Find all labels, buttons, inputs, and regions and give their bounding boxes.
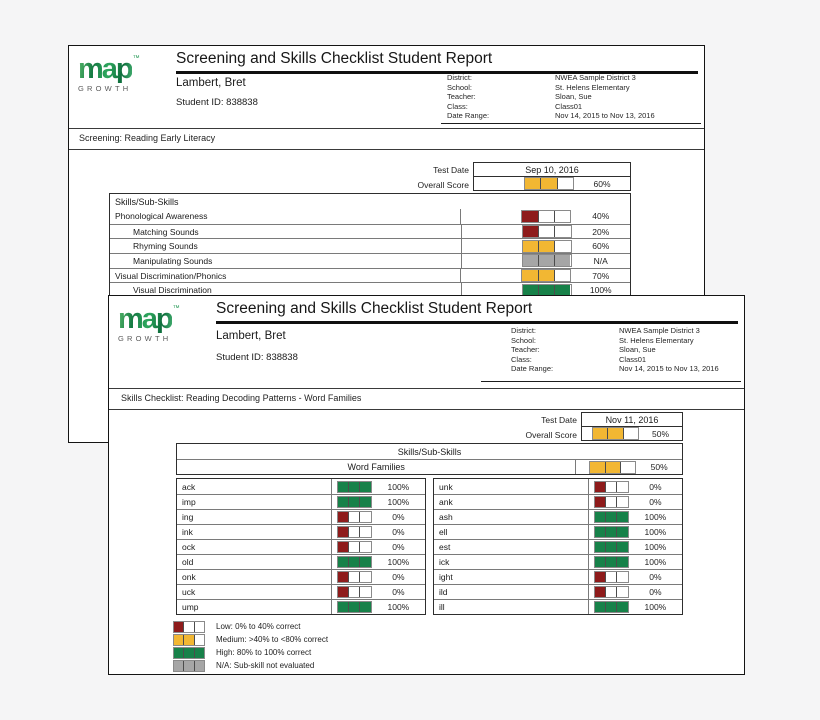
student-name: Lambert, Bret — [176, 77, 246, 89]
info-divider-line — [441, 123, 701, 124]
bar-cell — [183, 648, 193, 658]
bar-cell — [359, 482, 370, 492]
score-bar-low — [594, 571, 629, 583]
bar-cell — [616, 587, 627, 597]
word-family-score — [588, 479, 682, 494]
report-info-block — [447, 73, 655, 121]
info-value: St. Helens Elementary — [555, 82, 630, 92]
word-family-percent: 0% — [392, 587, 405, 597]
score-bar-medium — [592, 427, 639, 440]
score-bar-na — [522, 254, 572, 267]
score-bar-low — [594, 481, 629, 493]
word-family-row — [177, 569, 425, 584]
bar-cell — [338, 572, 348, 582]
score-bar-medium — [521, 269, 571, 282]
word-family-name: ump — [182, 602, 199, 612]
bar-cell — [523, 255, 538, 266]
skill-score-bar-slot — [589, 461, 636, 474]
word-family-name: ick — [439, 557, 450, 567]
skill-percent: 100% — [589, 285, 612, 296]
bar-cell — [616, 512, 627, 522]
word-family-score — [331, 585, 425, 599]
score-bar-medium — [173, 634, 205, 646]
word-family-name: onk — [182, 572, 196, 582]
score-bar-low — [522, 225, 572, 238]
legend-text: Medium: >40% to <80% correct — [216, 635, 329, 644]
word-family-name: ink — [182, 527, 193, 537]
overall-score-bar-slot — [524, 177, 574, 190]
word-family-name: ell — [439, 527, 448, 537]
skill-percent: 40% — [592, 211, 610, 222]
skill-row — [110, 224, 630, 239]
score-bar-low — [594, 496, 629, 508]
skill-row — [110, 238, 630, 253]
word-family-percent: 100% — [644, 512, 667, 522]
info-label: District: — [511, 326, 536, 335]
word-family-row — [434, 584, 682, 599]
word-family-name: ank — [439, 497, 453, 507]
word-family-name: ock — [182, 542, 196, 552]
bar-cell — [616, 527, 627, 537]
word-family-row — [177, 584, 425, 599]
bar-cell — [338, 482, 348, 492]
bar-cell — [616, 557, 627, 567]
bar-cell — [595, 572, 605, 582]
bar-cell — [359, 602, 370, 612]
bar-cell — [605, 527, 616, 537]
skills-table — [109, 193, 631, 298]
bar-cell — [595, 557, 605, 567]
score-bar-high — [173, 647, 205, 659]
score-bar-high — [337, 556, 372, 568]
skill-row — [110, 209, 630, 224]
bar-cell — [605, 462, 620, 473]
skill-percent: 60% — [592, 241, 610, 252]
bar-cell — [616, 497, 627, 507]
bar-cell — [605, 512, 616, 522]
word-family-score — [588, 585, 682, 599]
bar-cell — [554, 226, 570, 237]
bar-cell — [554, 241, 570, 252]
score-bar-high — [337, 481, 372, 493]
logo-tagline: GROWTH — [78, 84, 132, 93]
bar-cell — [605, 572, 616, 582]
bar-cell — [348, 512, 359, 522]
word-family-row — [177, 524, 425, 539]
score-bar-high — [594, 556, 629, 568]
bar-cell — [605, 497, 616, 507]
word-family-percent: 100% — [387, 602, 410, 612]
skill-row — [110, 253, 630, 268]
section-divider-top — [69, 128, 704, 129]
bar-cell — [338, 542, 348, 552]
bar-cell — [359, 572, 370, 582]
bar-cell — [338, 527, 348, 537]
score-bar-high — [594, 511, 629, 523]
bar-cell — [348, 542, 359, 552]
word-family-score — [331, 479, 425, 494]
skill-percent: 20% — [592, 226, 610, 237]
section-divider-bottom — [69, 149, 704, 150]
bar-cell — [359, 527, 370, 537]
word-family-score — [588, 555, 682, 569]
info-value: St. Helens Elementary — [619, 335, 694, 345]
word-family-score — [588, 495, 682, 509]
word-family-row — [177, 494, 425, 509]
bar-cell — [338, 512, 348, 522]
report-page-skills-checklist — [108, 295, 745, 675]
legend-row — [173, 620, 328, 633]
bar-cell — [338, 602, 348, 612]
word-family-row — [434, 554, 682, 569]
word-family-row — [434, 509, 682, 524]
skill-score — [575, 460, 682, 474]
skill-percent: N/A — [593, 255, 608, 266]
report-info-block — [511, 326, 719, 374]
bar-cell — [194, 635, 204, 645]
info-value: Nov 14, 2015 to Nov 13, 2016 — [619, 364, 719, 374]
skills-table-header: Skills/Sub-Skills — [397, 446, 462, 457]
word-family-name: unk — [439, 481, 453, 492]
test-date-label: Test Date — [541, 415, 577, 425]
skill-score — [460, 209, 630, 224]
bar-cell — [338, 557, 348, 567]
word-family-name: ild — [439, 587, 448, 597]
bar-cell — [359, 512, 370, 522]
bar-cell — [595, 587, 605, 597]
map-logo-wordmark: map — [118, 303, 172, 335]
legend-text: N/A: Sub-skill not evaluated — [216, 661, 315, 670]
score-bar-high — [337, 496, 372, 508]
bar-cell — [607, 428, 622, 439]
word-family-percent: 0% — [392, 542, 405, 552]
word-family-row — [177, 479, 425, 494]
bar-cell — [605, 557, 616, 567]
word-family-percent: 100% — [387, 557, 410, 567]
bar-cell — [194, 661, 204, 671]
bar-cell — [538, 255, 554, 266]
bar-cell — [359, 557, 370, 567]
word-family-row — [177, 554, 425, 569]
info-label: Date Range: — [447, 111, 490, 121]
page-title: Screening and Skills Checklist Student Report — [216, 300, 533, 317]
skill-percent: 70% — [592, 270, 610, 281]
bar-cell — [595, 527, 605, 537]
bar-cell — [605, 602, 616, 612]
bar-cell — [616, 602, 627, 612]
score-bar-high — [337, 601, 372, 613]
word-family-score — [331, 495, 425, 509]
bar-cell — [605, 542, 616, 552]
bar-cell — [174, 648, 183, 658]
logo-tagline: GROWTH — [118, 334, 172, 343]
bar-cell — [605, 482, 616, 492]
bar-cell — [616, 572, 627, 582]
section-divider-bottom — [109, 409, 744, 410]
word-family-percent: 100% — [644, 557, 667, 567]
word-family-score — [588, 510, 682, 524]
skills-table-header: Skills/Sub-Skills — [115, 196, 179, 207]
info-label: School: — [511, 335, 537, 345]
bar-cell — [595, 482, 605, 492]
overall-score-bar-slot — [592, 427, 639, 440]
legend-row — [173, 659, 328, 672]
score-bar-medium — [589, 461, 636, 474]
bar-cell — [522, 211, 537, 222]
score-bar-low — [337, 526, 372, 538]
bar-cell — [525, 178, 540, 189]
word-family-name: ash — [439, 512, 453, 522]
bar-cell — [590, 462, 604, 473]
overall-score-label: Overall Score — [417, 180, 469, 190]
word-families-summary-row — [177, 459, 682, 474]
bar-cell — [554, 255, 570, 266]
skill-name: Visual Discrimination/Phonics — [115, 270, 227, 281]
score-bar-low — [337, 586, 372, 598]
bar-cell — [348, 572, 359, 582]
student-name: Lambert, Bret — [216, 330, 286, 342]
bar-cell — [359, 587, 370, 597]
bar-cell — [595, 602, 605, 612]
bar-cell — [540, 178, 556, 189]
overall-score-percent: 60% — [593, 178, 611, 189]
bar-cell — [605, 587, 616, 597]
word-family-row — [177, 599, 425, 614]
bar-cell — [538, 241, 554, 252]
title-rule — [216, 321, 738, 324]
word-family-name: ack — [182, 481, 196, 492]
word-family-percent: 100% — [644, 542, 667, 552]
bar-cell — [595, 542, 605, 552]
word-families-table-right — [433, 478, 683, 615]
word-family-percent: 100% — [387, 481, 410, 492]
student-id: Student ID: 838838 — [216, 352, 298, 363]
score-bar-low — [173, 621, 205, 633]
word-family-score — [331, 600, 425, 614]
score-legend — [173, 620, 328, 672]
info-value: Sloan, Sue — [619, 345, 656, 355]
word-family-score — [588, 525, 682, 539]
trademark-symbol: ™ — [132, 55, 140, 62]
overall-score-box — [581, 426, 683, 441]
bar-cell — [338, 587, 348, 597]
page-title: Screening and Skills Checklist Student Report — [176, 50, 493, 67]
bar-cell — [174, 661, 183, 671]
score-bar-low — [521, 210, 571, 223]
info-label: Teacher: — [447, 92, 476, 102]
bar-cell — [338, 497, 348, 507]
bar-cell — [348, 602, 359, 612]
map-logo-wordmark: map — [78, 53, 132, 85]
skill-name: Manipulating Sounds — [133, 255, 213, 266]
skill-score — [460, 269, 630, 283]
score-bar-high — [594, 526, 629, 538]
bar-cell — [183, 635, 193, 645]
skills-summary-table — [176, 443, 683, 475]
score-bar-low — [337, 571, 372, 583]
word-family-percent: 0% — [649, 572, 662, 582]
word-family-name: est — [439, 542, 451, 552]
info-label: School: — [447, 82, 473, 92]
bar-cell — [538, 270, 554, 281]
word-family-row — [434, 524, 682, 539]
overall-score-label: Overall Score — [525, 430, 577, 440]
bar-cell — [538, 226, 554, 237]
bar-cell — [593, 428, 607, 439]
bar-cell — [595, 512, 605, 522]
bar-cell — [595, 497, 605, 507]
info-value: Sloan, Sue — [555, 92, 592, 102]
map-growth-logo — [118, 305, 208, 343]
bar-cell — [174, 622, 183, 632]
word-family-percent: 0% — [649, 587, 662, 597]
score-bar-low — [594, 586, 629, 598]
info-value: Nov 14, 2015 to Nov 13, 2016 — [555, 111, 655, 121]
info-label: District: — [447, 73, 472, 82]
word-family-percent: 100% — [387, 497, 410, 507]
info-value: Class01 — [619, 354, 647, 364]
bar-cell — [359, 542, 370, 552]
section-divider-top — [109, 388, 744, 389]
word-family-score — [331, 525, 425, 539]
score-bar-na — [173, 660, 205, 672]
word-family-name: ill — [439, 602, 445, 612]
bar-cell — [523, 226, 538, 237]
bar-cell — [183, 622, 193, 632]
word-family-percent: 100% — [644, 602, 667, 612]
bar-cell — [538, 211, 554, 222]
skill-score — [461, 239, 631, 253]
bar-cell — [348, 557, 359, 567]
info-value: NWEA Sample District 3 — [555, 73, 636, 82]
legend-row — [173, 633, 328, 646]
bar-cell — [348, 587, 359, 597]
trademark-symbol: ™ — [172, 305, 180, 312]
section-title: Screening: Reading Early Literacy — [79, 133, 216, 143]
word-family-row — [434, 599, 682, 614]
word-family-row — [434, 539, 682, 554]
bar-cell — [174, 635, 183, 645]
skill-name: Rhyming Sounds — [133, 241, 198, 252]
info-label: Class: — [511, 354, 532, 364]
word-family-row — [177, 539, 425, 554]
score-bar-medium — [522, 240, 572, 253]
word-family-row — [177, 509, 425, 524]
word-family-percent: 0% — [649, 497, 662, 507]
bar-cell — [623, 428, 638, 439]
word-family-name: imp — [182, 497, 196, 507]
info-label: Class: — [447, 101, 468, 111]
info-value: NWEA Sample District 3 — [619, 326, 700, 335]
bar-cell — [554, 211, 570, 222]
info-label: Date Range: — [511, 364, 554, 374]
word-family-score — [331, 570, 425, 584]
bar-cell — [554, 270, 570, 281]
skill-score — [461, 254, 631, 268]
bar-cell — [194, 622, 204, 632]
word-family-score — [331, 510, 425, 524]
word-family-name: uck — [182, 587, 196, 597]
test-date-box: Nov 11, 2016 — [581, 412, 683, 427]
info-value: Class01 — [555, 101, 583, 111]
skill-name: Visual Discrimination — [133, 285, 212, 296]
word-family-score — [588, 600, 682, 614]
info-label: Teacher: — [511, 345, 540, 355]
test-date-label: Test Date — [433, 165, 469, 175]
legend-text: Low: 0% to 40% correct — [216, 622, 301, 631]
bar-cell — [348, 482, 359, 492]
word-family-score — [588, 570, 682, 584]
info-divider-line — [481, 381, 741, 382]
skill-row — [110, 268, 630, 283]
bar-cell — [616, 482, 627, 492]
score-bar-low — [337, 511, 372, 523]
word-family-score — [588, 540, 682, 554]
word-family-name: ing — [182, 512, 194, 522]
word-family-row — [434, 494, 682, 509]
map-growth-logo — [78, 55, 168, 93]
bar-cell — [620, 462, 635, 473]
skill-score — [461, 225, 631, 239]
word-family-percent: 100% — [644, 527, 667, 537]
bar-cell — [523, 241, 538, 252]
word-family-percent: 0% — [649, 481, 662, 492]
bar-cell — [359, 497, 370, 507]
skill-name: Matching Sounds — [133, 226, 199, 237]
word-family-row — [434, 569, 682, 584]
score-bar-low — [337, 541, 372, 553]
bar-cell — [616, 542, 627, 552]
score-bar-high — [594, 541, 629, 553]
score-bar-medium — [524, 177, 574, 190]
overall-score-percent: 50% — [651, 428, 669, 439]
test-date-box: Sep 10, 2016 — [473, 162, 631, 177]
skill-score-percent: 50% — [650, 462, 668, 472]
bar-cell — [194, 648, 204, 658]
legend-text: High: 80% to 100% correct — [216, 648, 312, 657]
section-title: Skills Checklist: Reading Decoding Patterns - Word Families — [121, 393, 362, 403]
bar-cell — [348, 497, 359, 507]
word-family-percent: 0% — [392, 572, 405, 582]
score-bar-high — [594, 601, 629, 613]
word-family-name: old — [182, 557, 194, 567]
word-family-name: ight — [439, 572, 453, 582]
bar-cell — [183, 661, 193, 671]
skill-name: Phonological Awareness — [115, 211, 208, 222]
word-family-score — [331, 555, 425, 569]
bar-cell — [557, 178, 573, 189]
word-family-percent: 0% — [392, 527, 405, 537]
student-id: Student ID: 838838 — [176, 97, 258, 108]
bar-cell — [348, 527, 359, 537]
skill-name: Word Families — [347, 462, 405, 472]
overall-score-box — [473, 176, 631, 191]
word-family-percent: 0% — [392, 512, 405, 522]
bar-cell — [522, 270, 537, 281]
skills-table-rows — [110, 209, 630, 297]
word-families-table-left — [176, 478, 426, 615]
legend-row — [173, 646, 328, 659]
word-family-score — [331, 540, 425, 554]
word-family-row — [434, 479, 682, 494]
